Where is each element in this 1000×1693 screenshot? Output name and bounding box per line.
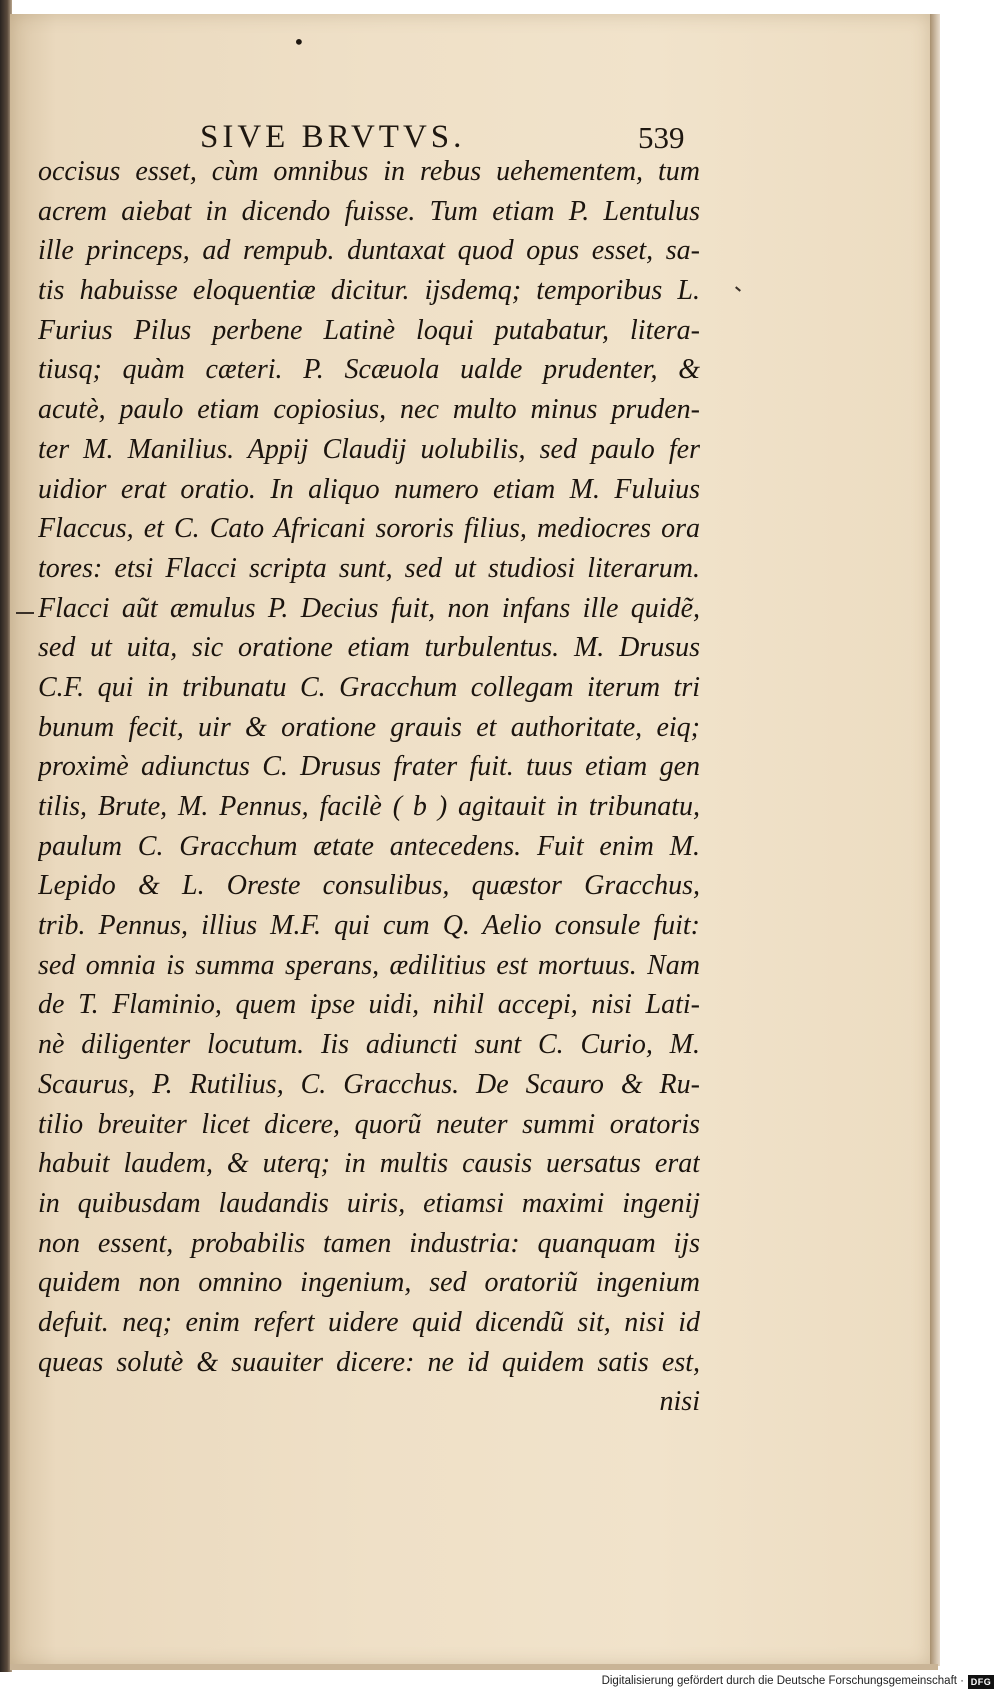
text-line: nè diligenter locutum. Iis adiuncti sunt C. Curio, M. [38,1029,700,1061]
text-line: Lepido & L. Oreste consulibus, quæstor Gracchus, [38,870,700,902]
text-line: sed ut uita, sic oratione etiam turbulentus. M. Drusus [38,632,700,664]
text-line: non essent, probabilis tamen industria: quanquam ijs [38,1227,700,1259]
page-number: 539 [638,120,685,155]
text-line: Furius Pilus perbene Latinè loqui putabatur, litera- [38,314,700,346]
text-line: queas solutè & suauiter dicere: ne id quidem satis est, [38,1346,700,1378]
text-line: de T. Flaminio, quem ipse uidi, nihil accepi, nisi Lati- [38,989,700,1021]
text-line: paulum C. Gracchum ætate antecedens. Fuit enim M. [38,830,700,862]
funding-credit: Digitalisierung gefördert durch die Deutsche Forschungsgemeinschaft · [601,1675,964,1687]
text-line: occisus esset, cùm omnibus in rebus uehementem, tum [38,156,700,187]
text-line: acutè, paulo etiam copiosius, nec multo minus pruden- [38,394,700,426]
text-line: Scaurus, P. Rutilius, C. Gracchus. De Scauro & Ru- [38,1068,700,1100]
text-line: tilis, Brute, M. Pennus, facilè ( b ) agitauit in tribunatu, [38,791,700,822]
text-line: habuit laudem, & uterq; in multis causis uersatus erat [38,1148,700,1180]
text-line: quidem non omnino ingenium, sed oratoriũ ingenium [38,1267,700,1299]
text-line: tiusq; quàm cæteri. P. Scæuola ualde prudenter, & [38,354,700,386]
text-line: in quibusdam laudandis uiris, etiamsi maximi ingenij [38,1187,700,1219]
catchword: nisi [659,1386,700,1418]
text-line: Flaccus, et C. Cato Africani sororis filius, mediocres ora [38,513,700,545]
text-line: Flacci aũt æmulus P. Decius fuit, non infans ille quidẽ, [38,592,700,624]
text-line: proximè adiunctus C. Drusus frater fuit. tuus etiam gen [38,751,700,783]
text-line: tores: etsi Flacci scripta sunt, sed ut studiosi literarum. [38,552,700,584]
text-line: defuit. neq; enim refert uidere quid dicendũ sit, nisi id [38,1306,700,1338]
text-line: tilio breuiter licet dicere, quorũ neuter summi oratoris [38,1108,700,1140]
text-line: ter M. Manilius. Appij Claudij uolubilis, sed paulo fer [38,433,700,465]
text-line: bunum fecit, uir & oratione grauis et authoritate, eiq; [38,711,700,743]
text-line: ille princeps, ad rempub. duntaxat quod opus esset, sa- [38,235,700,267]
page-fore-edge [930,14,940,1666]
text-line: uidior erat oratio. In aliquo numero etiam M. Fuluius [38,473,700,505]
running-head: SIVE BRVTVS. [200,119,466,155]
margin-mark [16,612,34,614]
text-line: C.F. qui in tribunatu C. Gracchum collegam iterum tri [38,671,700,703]
dfg-logo-icon: DFG [968,1675,994,1689]
text-line: sed omnia is summa sperans, ædilitius est mortuus. Nam [38,949,700,981]
text-line: trib. Pennus, illius M.F. qui cum Q. Aelio consule fuit: [38,910,700,942]
printer-mark: • [293,30,305,54]
footer-bar [0,1672,1000,1693]
text-line: tis habuisse eloquentiæ dicitur. ijsdemq; temporibus L. [38,275,700,307]
page-bottom-edge [10,1664,938,1670]
body-text [38,152,700,1422]
text-line: acrem aiebat in dicendo fuisse. Tum etiam P. Lentulus [38,195,700,227]
